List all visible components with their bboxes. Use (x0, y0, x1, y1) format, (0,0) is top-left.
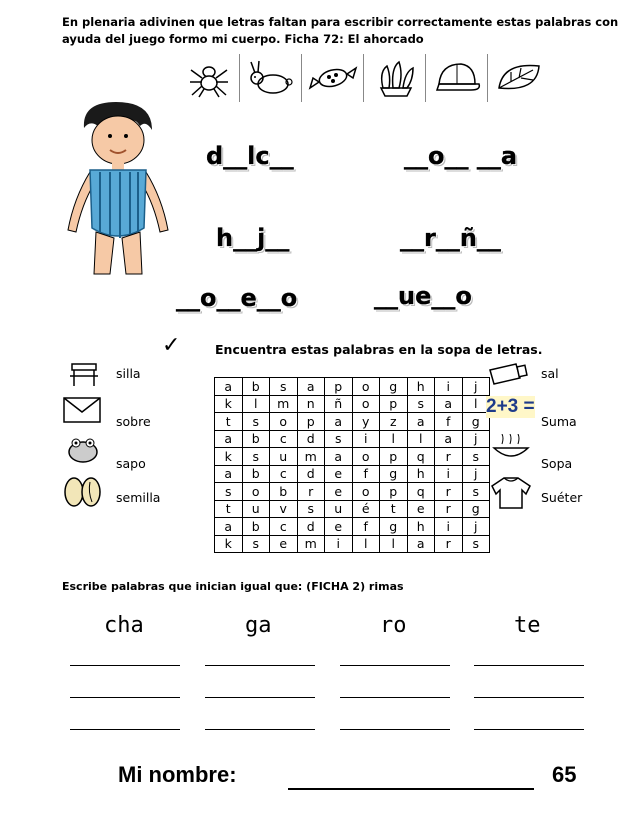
grid-cell: o (352, 448, 380, 466)
soup-bowl-icon (490, 434, 532, 464)
grid-cell: d (297, 465, 325, 483)
grid-cell: a (435, 395, 463, 413)
writing-line[interactable] (205, 729, 315, 730)
grid-cell: a (215, 430, 243, 448)
writing-line[interactable] (474, 665, 584, 666)
grid-cell: i (435, 465, 463, 483)
grid-cell: d (297, 430, 325, 448)
grid-cell: k (215, 395, 243, 413)
grid-cell: c (270, 465, 298, 483)
grid-cell: l (462, 395, 490, 413)
checkmark-icon: ✓ (162, 333, 181, 358)
seeds-icon (62, 474, 102, 510)
wordsearch-right-word: Suma (541, 414, 577, 429)
grid-cell: t (380, 500, 408, 518)
grid-cell: b (242, 430, 270, 448)
grid-cell: j (462, 465, 490, 483)
grid-cell: i (435, 518, 463, 536)
grid-cell: s (325, 430, 353, 448)
cap-icon (426, 54, 488, 102)
grid-cell: q (407, 448, 435, 466)
grid-cell: g (462, 500, 490, 518)
math-sum-label: 2+3 = (486, 396, 535, 417)
grid-cell: i (325, 535, 353, 553)
grid-cell: s (462, 448, 490, 466)
grid-cell: l (380, 430, 408, 448)
grid-cell: h (407, 378, 435, 396)
grid-cell: n (297, 395, 325, 413)
writing-line[interactable] (474, 729, 584, 730)
grid-row (215, 395, 490, 413)
wordsearch-title: Encuentra estas palabras en la sopa de letras. (215, 342, 543, 357)
grid-cell: b (242, 518, 270, 536)
grid-cell: a (215, 465, 243, 483)
instructions-text: En plenaria adivinen que letras faltan para escribir correctamente estas palabras con ayuda del juego formo mi cuerpo. Ficha 72: El ahorcado (62, 15, 619, 46)
wordsearch-left-word: semilla (116, 490, 161, 505)
grid-cell: a (325, 448, 353, 466)
grid-cell: l (352, 535, 380, 553)
grid-cell: r (435, 448, 463, 466)
grid-row (215, 535, 490, 553)
grid-cell: i (352, 430, 380, 448)
grid-cell: a (215, 378, 243, 396)
grid-cell: s (242, 535, 270, 553)
grid-cell: s (297, 500, 325, 518)
grid-cell: a (215, 518, 243, 536)
grid-cell: e (407, 500, 435, 518)
grid-cell: a (325, 413, 353, 431)
grid-cell: j (462, 430, 490, 448)
grid-cell: l (407, 430, 435, 448)
rimas-instructions: Escribe palabras que inician igual que: (FICHA 2) rimas (62, 580, 404, 593)
writing-line[interactable] (70, 697, 180, 698)
wordsearch-left-word: sapo (116, 456, 146, 471)
grid-cell: l (242, 395, 270, 413)
candy-icon (302, 54, 364, 102)
toad-icon (64, 434, 102, 466)
hangman-word-4: __r__ñ__ (400, 224, 501, 252)
wordsearch-right-word: Sopa (541, 456, 573, 471)
sweater-icon (490, 474, 532, 510)
grid-cell: b (242, 378, 270, 396)
grid-row (215, 378, 490, 396)
grid-cell: d (297, 518, 325, 536)
grid-cell: s (270, 378, 298, 396)
grid-cell: ñ (325, 395, 353, 413)
grid-cell: o (352, 378, 380, 396)
grid-cell: j (462, 378, 490, 396)
grid-cell: b (242, 465, 270, 483)
picture-strip (178, 54, 549, 102)
grid-cell: p (325, 378, 353, 396)
syllable-label: ro (380, 613, 407, 638)
grid-cell: o (270, 413, 298, 431)
grid-cell: e (270, 535, 298, 553)
grid-cell: s (407, 395, 435, 413)
writing-line[interactable] (340, 729, 450, 730)
writing-line[interactable] (340, 665, 450, 666)
child-swimsuit-illustration (60, 98, 180, 278)
grid-cell: r (435, 500, 463, 518)
grid-cell: g (380, 378, 408, 396)
grid-cell: g (380, 465, 408, 483)
grid-cell: f (352, 518, 380, 536)
grid-cell: r (297, 483, 325, 501)
grid-cell: q (407, 483, 435, 501)
salt-tube-icon (486, 360, 530, 388)
chair-icon (66, 360, 102, 388)
writing-line[interactable] (205, 665, 315, 666)
grid-cell: k (215, 448, 243, 466)
grid-cell: r (435, 483, 463, 501)
grid-cell: e (325, 465, 353, 483)
grid-cell: t (215, 413, 243, 431)
grid-cell: j (462, 518, 490, 536)
grid-cell: u (325, 500, 353, 518)
envelope-icon (62, 396, 102, 424)
grid-row (215, 413, 490, 431)
syllable-label: te (514, 613, 541, 638)
leaf-icon (488, 54, 549, 102)
writing-line[interactable] (205, 697, 315, 698)
syllable-label: cha (104, 613, 144, 638)
grid-cell: a (435, 430, 463, 448)
grid-cell: e (325, 483, 353, 501)
grid-row (215, 430, 490, 448)
hangman-word-6: __ue__o (374, 282, 472, 310)
grid-cell: o (352, 395, 380, 413)
hangman-word-2: __o__ __a (404, 142, 518, 170)
grid-cell: f (435, 413, 463, 431)
grid-cell: c (270, 518, 298, 536)
grid-cell: u (270, 448, 298, 466)
grid-cell: v (270, 500, 298, 518)
wordsearch-right-word: sal (541, 366, 559, 381)
grid-cell: g (380, 518, 408, 536)
name-label: Mi nombre: (118, 762, 237, 787)
page-number: 65 (552, 762, 577, 787)
grid-cell: e (325, 518, 353, 536)
grid-cell: f (352, 465, 380, 483)
grid-cell: s (242, 448, 270, 466)
writing-line[interactable] (474, 697, 584, 698)
grid-cell: k (215, 535, 243, 553)
writing-line[interactable] (70, 665, 180, 666)
name-line[interactable] (288, 788, 534, 790)
grid-cell: p (297, 413, 325, 431)
grid-cell: l (380, 535, 408, 553)
grid-cell: a (297, 378, 325, 396)
grid-cell: y (352, 413, 380, 431)
grid-cell: s (462, 535, 490, 553)
wordsearch-left-word: sobre (116, 414, 151, 429)
grid-cell: z (380, 413, 408, 431)
grid-cell: h (407, 518, 435, 536)
wordsearch-grid (214, 377, 490, 553)
grid-cell: o (352, 483, 380, 501)
rabbit-icon (240, 54, 302, 102)
grid-cell: s (215, 483, 243, 501)
syllable-label: ga (245, 613, 272, 638)
grid-cell: o (242, 483, 270, 501)
flower-icon (364, 54, 426, 102)
grid-cell: g (462, 413, 490, 431)
grid-cell: h (407, 465, 435, 483)
grid-cell: b (270, 483, 298, 501)
grid-row (215, 483, 490, 501)
grid-cell: a (407, 535, 435, 553)
grid-cell: a (407, 413, 435, 431)
grid-cell: c (270, 430, 298, 448)
grid-row (215, 465, 490, 483)
grid-cell: p (380, 483, 408, 501)
grid-cell: p (380, 448, 408, 466)
writing-line[interactable] (340, 697, 450, 698)
hangman-word-3: h__j__ (216, 224, 290, 252)
grid-cell: s (462, 483, 490, 501)
grid-row (215, 448, 490, 466)
spider-icon (178, 54, 240, 102)
wordsearch-left-word: silla (116, 366, 141, 381)
hangman-word-5: __o__e__o (176, 284, 298, 312)
writing-line[interactable] (70, 729, 180, 730)
grid-cell: r (435, 535, 463, 553)
grid-row (215, 518, 490, 536)
grid-cell: é (352, 500, 380, 518)
grid-cell: m (297, 448, 325, 466)
grid-cell: u (242, 500, 270, 518)
grid-cell: m (297, 535, 325, 553)
grid-cell: s (242, 413, 270, 431)
grid-cell: i (435, 378, 463, 396)
grid-cell: m (270, 395, 298, 413)
hangman-word-1: d__lc__ (206, 142, 294, 170)
grid-row (215, 500, 490, 518)
grid-cell: t (215, 500, 243, 518)
grid-cell: p (380, 395, 408, 413)
wordsearch-right-word: Suéter (541, 490, 583, 505)
